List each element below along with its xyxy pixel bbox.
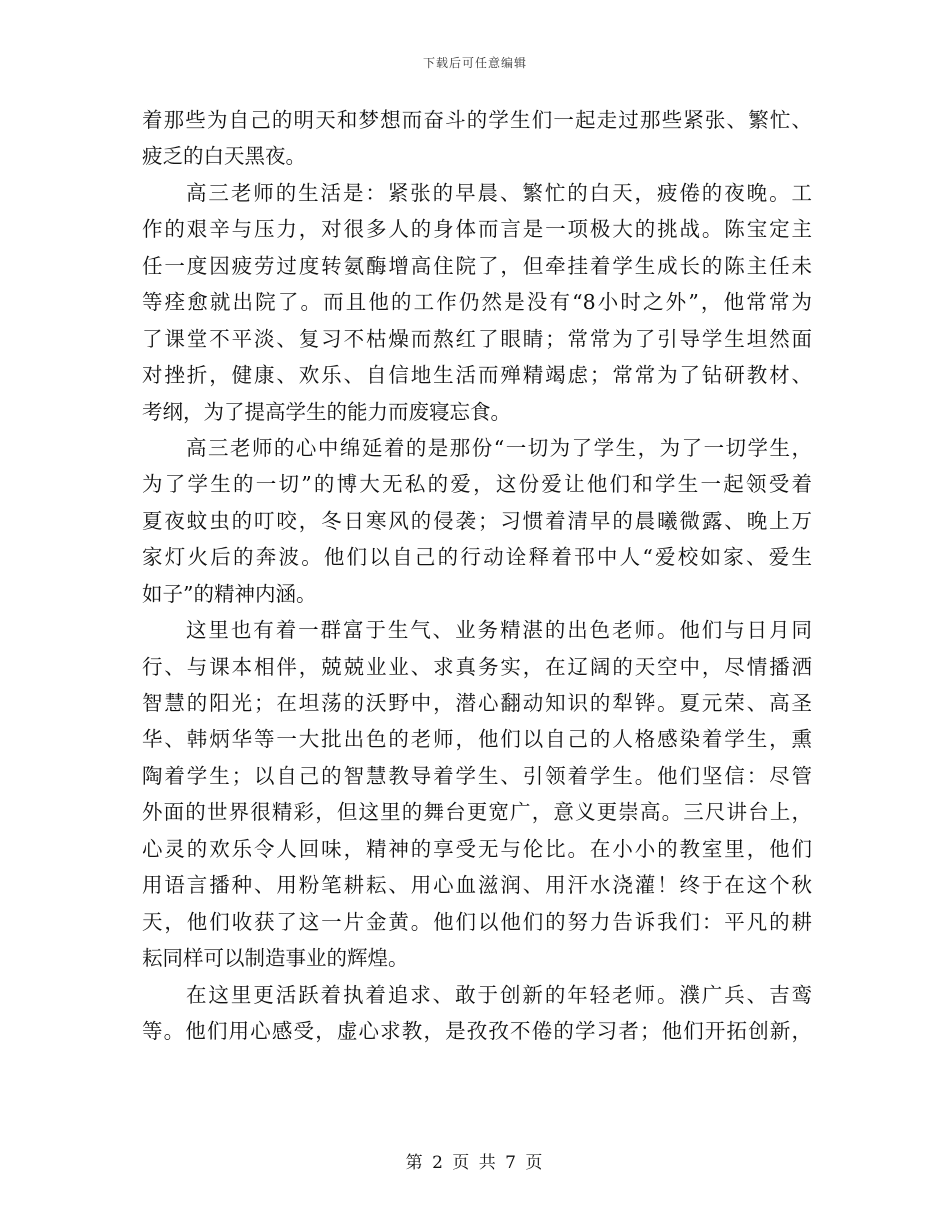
paragraph-line: 高三老师的心中绵延着的是那份“一切为了学生，为了一切学生， [186, 435, 812, 460]
paragraph-line: 心灵的欢乐令人回味，精神的享受无与伦比。在小小的教室里，他们 [142, 836, 812, 861]
paragraph-line: 家灯火后的奔波。他们以自己的行动诠释着邗中人“爱校如家、爱生 [142, 545, 812, 570]
paragraph-line: 行、与课本相伴，兢兢业业、求真务实，在辽阔的天空中，尽情播洒 [142, 654, 812, 679]
paragraph-line: 为了学生的一切”的博大无私的爱，这份爱让他们和学生一起领受着 [142, 472, 812, 497]
paragraph-line: 陶着学生；以自己的智慧教导着学生、引领着学生。他们坚信：尽管 [142, 763, 812, 788]
paragraph-line: 着那些为自己的明天和梦想而奋斗的学生们一起走过那些紧张、繁忙、 [142, 108, 812, 132]
paragraph-line: 疲乏的白天黑夜。 [142, 144, 306, 169]
paragraph-line: 天，他们收获了这一片金黄。他们以他们的努力告诉我们：平凡的耕 [142, 909, 812, 934]
paragraph-line: 等。他们用心感受，虚心求教，是孜孜不倦的学习者；他们开拓创新， [142, 1018, 812, 1043]
paragraph-line: 作的艰辛与压力，对很多人的身体而言是一项极大的挑战。陈宝定主 [142, 217, 812, 242]
page-footer: 第 2 页 共 7 页 [405, 1153, 545, 1173]
paragraph-line: 任一度因疲劳过度转氨酶增高住院了，但牵挂着学生成长的陈主任未 [142, 253, 812, 278]
document-body [142, 102, 812, 1049]
paragraph-line: 华、韩炳华等一大批出色的老师，他们以自己的人格感染着学生，熏 [142, 727, 812, 752]
page-header: 下载后可任意编辑 [422, 56, 527, 70]
paragraph-line: 智慧的阳光；在坦荡的沃野中，潜心翻动知识的犁铧。夏元荣、高圣 [142, 691, 812, 715]
paragraph-line: 考纲，为了提高学生的能力而废寝忘食。 [142, 399, 511, 424]
paragraph-line: 夏夜蚊虫的叮咬，冬日寒风的侵袭；习惯着清早的晨曦微露、晚上万 [142, 508, 812, 533]
paragraph-line: 这里也有着一群富于生气、业务精湛的出色老师。他们与日月同 [186, 618, 812, 643]
paragraph-line: 对挫折，健康、欢乐、自信地生活而殚精竭虑；常常为了钻研教材、 [142, 363, 812, 388]
paragraph-line: 用语言播种、用粉笔耕耘、用心血滋润、用汗水浇灌！终于在这个秋 [142, 873, 812, 898]
paragraph-line: 外面的世界很精彩，但这里的舞台更宽广，意义更崇高。三尺讲台上， [142, 800, 812, 825]
paragraph-line: 了课堂不平淡、复习不枯燥而熬红了眼睛；常常为了引导学生坦然面 [142, 326, 812, 351]
paragraph-line: 等痊愈就出院了。而且他的工作仍然是没有“8小时之外”，他常常为 [142, 290, 812, 315]
paragraph-line: 如子”的精神内涵。 [142, 581, 317, 606]
paragraph-line: 耘同样可以制造事业的辉煌。 [142, 946, 409, 971]
paragraph-line: 在这里更活跃着执着追求、敢于创新的年轻老师。濮广兵、吉鸾 [186, 982, 812, 1007]
paragraph-line: 高三老师的生活是：紧张的早晨、繁忙的白天，疲倦的夜晚。工 [186, 180, 812, 205]
